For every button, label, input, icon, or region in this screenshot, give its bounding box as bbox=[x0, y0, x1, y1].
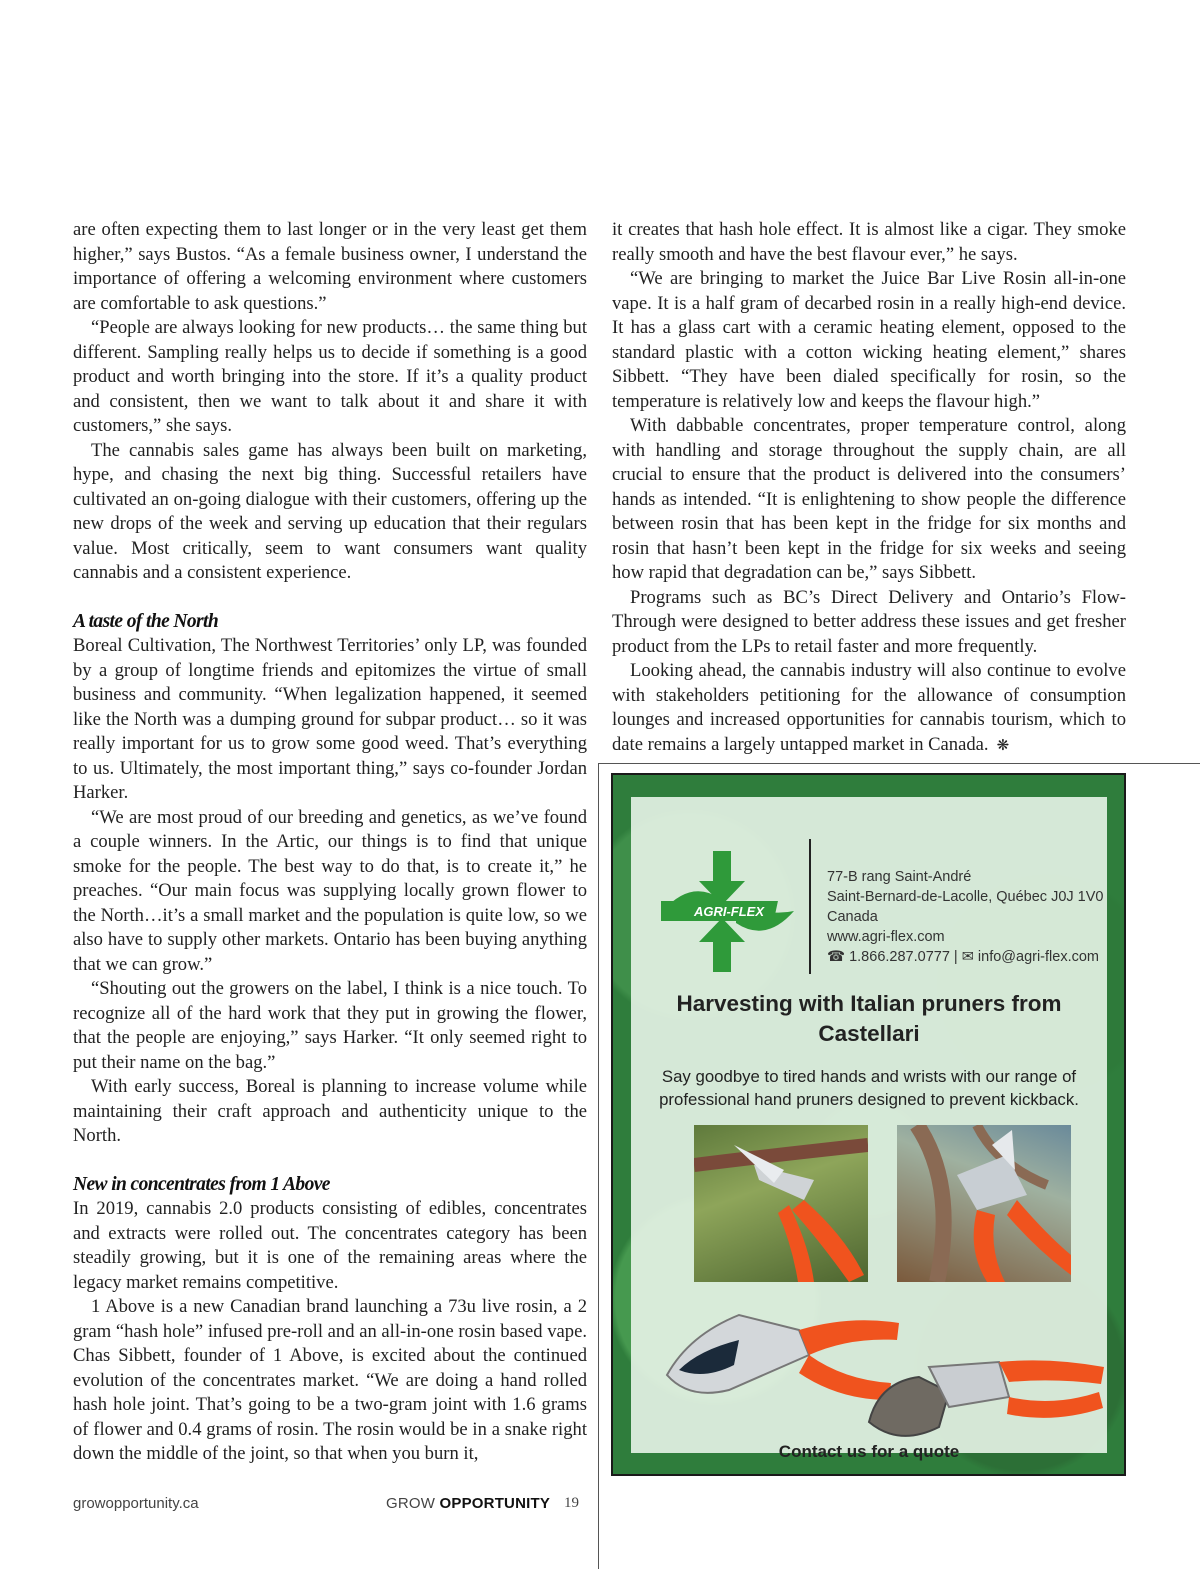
section-heading: A taste of the North bbox=[73, 610, 219, 632]
paragraph-text: Looking ahead, the cannabis industry will also continue to evolve with stakeholders petitioning for the allowance of consumption lounges and increased opportunities for cannabis tourism, which to date remains a largely untapped market in Canada. bbox=[612, 660, 1126, 755]
paragraph: With dabbable concentrates, proper temperature control, along with handling and storage throughout the supply chain, are all crucial to ensure that the product is delivered into the consumers’ hands as intended. “It is enlightening to show people the difference between rosin that has been kept in the fridge for six months and rosin that hasn’t been kept in the fridge for six weeks and seeing how rapid that degradation can be,” says Sibbett. bbox=[612, 415, 1126, 583]
phone-number[interactable]: 1.866.287.0777 bbox=[849, 949, 950, 965]
paragraph: “Shouting out the growers on the label, I think is a nice touch. To recognize all of the hard work that they put in growing the flower, that the people are enjoying,” says Harker. “It only seemed right to put their name on the bag.” bbox=[73, 978, 587, 1073]
paragraph: “We are most proud of our breeding and genetics, as we’ve found a couple winners. In the Artic, our things is to find that unique smoke for the people. The best way to do that, is to create it,” he preaches. “Our main focus was supplying locally grown flower to the North…it’s a small market and the population is quite low, so we also have to supply other markets. Ontario has been buying anything that we can grow.” bbox=[73, 806, 587, 975]
ad-headline-line: Castellari bbox=[818, 1021, 920, 1046]
pruner-product-anvil bbox=[869, 1377, 949, 1436]
ad-headline-line: Harvesting with Italian pruners from bbox=[676, 991, 1062, 1016]
cannabis-leaf-icon: ❋ bbox=[996, 737, 1010, 754]
magazine-name-opportunity: OPPORTUNITY bbox=[439, 1495, 551, 1512]
paragraph: “We are bringing to market the Juice Bar Live Rosin all-in-one vape. It is a half gram of decarbed rosin in a really high-end device. It has a glass cart with a ceramic heating element, opposed to the standard plastic with a cotton wicking heating element,” shares Sibbett. “They have been dialed specifically for rosin, so the temperature is relatively low and keeps the flavour high.” bbox=[612, 268, 1126, 412]
pruner-product-anvil-handle bbox=[1007, 1392, 1103, 1418]
logo-divider bbox=[809, 839, 811, 974]
agri-flex-advertisement[interactable] bbox=[611, 773, 1126, 1476]
pruner-photo-branch bbox=[694, 1125, 868, 1282]
paragraph bbox=[612, 659, 1126, 758]
email-link[interactable]: info@agri-flex.com bbox=[977, 949, 1099, 965]
paragraph: Programs such as BC’s Direct Delivery and Ontario’s Flow-Through were designed to better address these issues and get fresher product from the LPs to retail faster and more frequently. bbox=[612, 586, 1126, 657]
ad-contact-block bbox=[827, 867, 1103, 967]
paragraph: With early success, Boreal is planning to increase volume while maintaining their craft approach and authenticity unique to the North. bbox=[73, 1076, 587, 1146]
paragraph: 1 Above is a new Canadian brand launching a 73u live rosin, a 2 gram “hash hole” infused pre-roll and an all-in-one rosin based vape. Chas Sibbett, founder of 1 Above, is excited about the continued evolution of the concentrates market. “We are doing a hand rolled hash hole joint. That’s going to be a two-gram joint with 1.6 grams of flower and 0.4 grams of rosin. The rosin would be in a snake right down the middle of the joint, so that when you burn it, bbox=[73, 1296, 587, 1464]
phone-email-line bbox=[827, 947, 1103, 967]
ad-body-text bbox=[631, 1065, 1107, 1111]
paragraph: it creates that hash hole effect. It is almost like a cigar. They smoke really smooth and have the best flavour ever,” he says. bbox=[612, 219, 1126, 265]
address-line: Canada bbox=[827, 909, 878, 925]
phone-icon: ☎ bbox=[827, 949, 846, 965]
agri-flex-logo bbox=[661, 849, 796, 974]
separator: | bbox=[953, 949, 962, 965]
ad-body-line: professional hand pruners designed to prevent kickback. bbox=[659, 1090, 1079, 1109]
ad-frame-rule bbox=[598, 763, 1200, 764]
paragraph: are often expecting them to last longer or in the very least get them higher,” says Bustos. “As a female business owner, I understand the importance of offering a welcoming environment where customers are comfortable to ask questions.” bbox=[73, 219, 587, 314]
footer-magazine-name bbox=[386, 1495, 550, 1512]
ad-headline bbox=[631, 989, 1107, 1049]
footer-website[interactable]: growopportunity.ca bbox=[73, 1495, 199, 1512]
pruner-photo-tree bbox=[897, 1125, 1071, 1282]
mail-icon: ✉ bbox=[961, 949, 974, 965]
address-line: Saint-Bernard-de-Lacolle, Québec J0J 1V0 bbox=[827, 889, 1104, 905]
paragraph: “People are always looking for new products… the same thing but different. Sampling really helps us to decide if something is a good product and worth bringing into the store. If it’s a quality product and consistent, then we want to talk about it and share it with customers,” she says. bbox=[73, 317, 587, 436]
paragraph: The cannabis sales game has always been built on marketing, hype, and chasing the next big thing. Successful retailers have cultivated an on-going dialogue with their customers, offering up the new drops of the week and serving up education that their regulars value. Most critically, seem to want consumers want quality cannabis and a consistent experience. bbox=[73, 439, 587, 583]
logo-text: AGRI-FLEX bbox=[693, 904, 765, 919]
paragraph: Boreal Cultivation, The Northwest Territories’ only LP, was founded by a group of longtime friends and epitomizes the virtue of small business and community. “When legalization happened, it seemed like the North was a dumping ground for subpar product… so it was really important for us to grow some good weed. That’s everything to us. Ultimately, the most important thing,” says co-founder Jordan Harker. bbox=[73, 635, 587, 803]
right-column bbox=[612, 218, 1126, 758]
paragraph: In 2019, cannabis 2.0 products consisting of edibles, concentrates and extracts were rolled out. The concentrates category has been steadily growing, but it is one of the remaining areas where the legacy market remains competitive. bbox=[73, 1198, 587, 1293]
section-heading: New in concentrates from 1 Above bbox=[73, 1173, 330, 1195]
ad-panel bbox=[631, 797, 1107, 1461]
ad-frame-rule bbox=[598, 763, 599, 1569]
left-column bbox=[73, 218, 587, 1467]
pruner-product-anvil-handle bbox=[999, 1360, 1104, 1384]
page-number: 19 bbox=[564, 1495, 579, 1511]
ad-body-line: Say goodbye to tired hands and wrists with our range of bbox=[661, 1067, 1077, 1086]
address-line: 77-B rang Saint-André bbox=[827, 869, 972, 885]
magazine-name-grow: GROW bbox=[386, 1495, 436, 1512]
website-link[interactable]: www.agri-flex.com bbox=[827, 929, 945, 945]
ad-cta[interactable]: Contact us for a quote bbox=[778, 1442, 960, 1461]
